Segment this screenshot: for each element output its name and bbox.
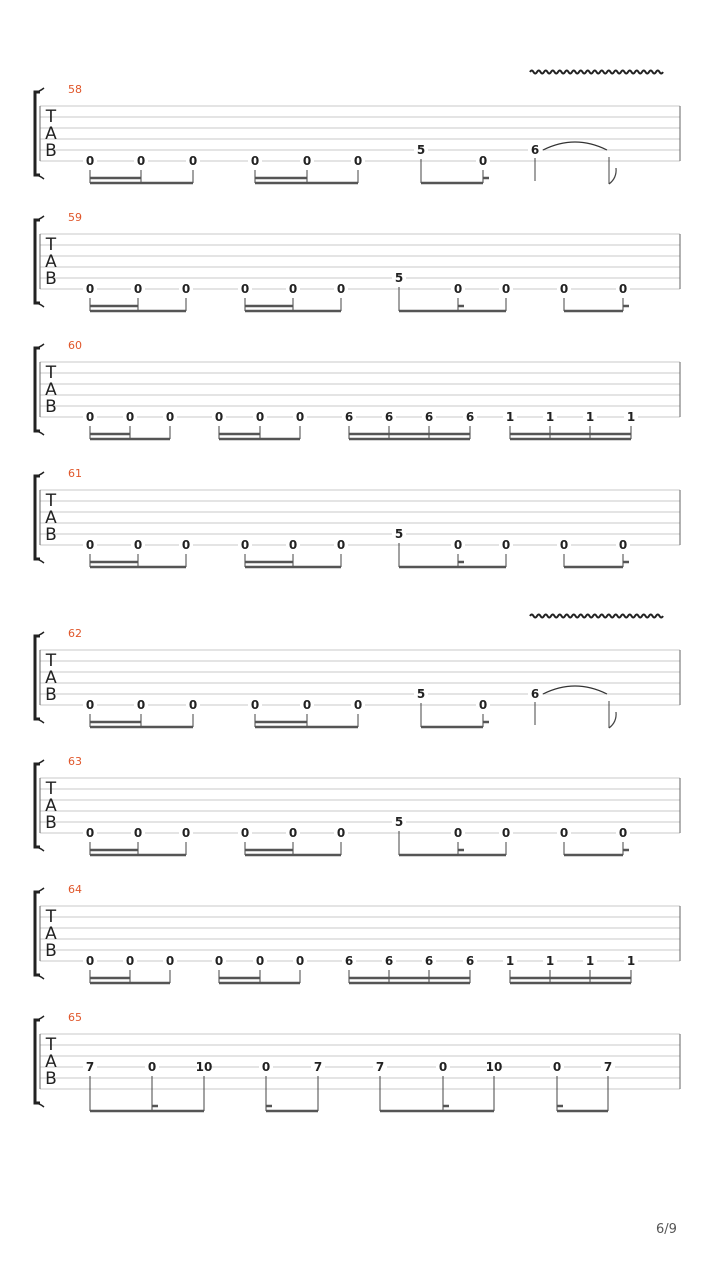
tab-clef-letter: A (45, 252, 57, 272)
fret-number: 0 (240, 538, 250, 552)
beat-group (528, 686, 616, 728)
tab-clef-letter: A (45, 124, 57, 144)
fret-number: 0 (453, 826, 463, 840)
fret-number: 0 (295, 954, 305, 968)
beat-group (83, 282, 193, 311)
bracket-hook-top (35, 632, 44, 636)
fret-number: 5 (394, 815, 404, 829)
fret-number: 0 (85, 698, 95, 712)
fret-number: 10 (195, 1060, 213, 1074)
fret-number: 0 (353, 154, 363, 168)
fret-number: 0 (478, 698, 488, 712)
measure-number: 60 (68, 339, 82, 352)
bracket-hook-top (35, 472, 44, 476)
tab-clef-letter: T (45, 235, 57, 255)
bracket-hook-bottom (35, 559, 44, 563)
beat-group (83, 826, 193, 855)
fret-number: 0 (214, 410, 224, 424)
fret-number: 0 (85, 410, 95, 424)
fret-number: 0 (336, 282, 346, 296)
tie-arc (543, 142, 607, 150)
fret-number: 5 (394, 527, 404, 541)
fret-number: 0 (559, 282, 569, 296)
fret-number: 1 (626, 410, 636, 424)
fret-number: 0 (188, 698, 198, 712)
fret-number: 0 (125, 410, 135, 424)
fret-number: 0 (618, 282, 628, 296)
measure-number: 61 (68, 467, 82, 480)
fret-number: 0 (618, 826, 628, 840)
fret-number: 1 (505, 954, 515, 968)
fret-number: 0 (288, 826, 298, 840)
fret-number: 1 (585, 410, 595, 424)
bracket-hook-top (35, 88, 44, 92)
tab-clef-letter: A (45, 668, 57, 688)
bracket-hook-top (35, 1016, 44, 1020)
beat-group (83, 410, 177, 439)
fret-number: 0 (136, 698, 146, 712)
fret-number: 0 (353, 698, 363, 712)
fret-number: 7 (375, 1060, 385, 1074)
system-bracket (35, 220, 40, 303)
bracket-hook-bottom (35, 303, 44, 307)
beat-group (238, 538, 348, 567)
tab-clef-letter: B (45, 141, 57, 161)
fret-number: 0 (133, 282, 143, 296)
beat-group (212, 954, 307, 983)
bracket-hook-top (35, 760, 44, 764)
tab-clef-letter: T (45, 107, 57, 127)
fret-number: 7 (313, 1060, 323, 1074)
fret-number: 6 (465, 410, 475, 424)
beat-group (83, 698, 200, 727)
beat-group (528, 142, 616, 184)
fret-number: 1 (545, 410, 555, 424)
tab-clef-letter: T (45, 779, 57, 799)
beat-group (248, 154, 365, 183)
beat-group (342, 410, 477, 439)
fret-number: 1 (585, 954, 595, 968)
fret-number: 5 (394, 271, 404, 285)
fret-number: 6 (384, 410, 394, 424)
fret-number: 0 (85, 282, 95, 296)
fret-number: 0 (261, 1060, 271, 1074)
tab-clef-letter: B (45, 941, 57, 961)
fret-number: 6 (344, 410, 354, 424)
fret-number: 0 (552, 1060, 562, 1074)
fret-number: 0 (255, 954, 265, 968)
fret-number: 0 (181, 538, 191, 552)
beat-group (83, 538, 193, 567)
fret-number: 0 (559, 538, 569, 552)
fret-number: 6 (465, 954, 475, 968)
beat-group (238, 826, 348, 855)
bracket-hook-top (35, 888, 44, 892)
measure-number: 64 (68, 883, 82, 896)
measure-number: 59 (68, 211, 82, 224)
fret-number: 0 (478, 154, 488, 168)
tab-clef-letter: B (45, 1069, 57, 1089)
measure-number: 62 (68, 627, 82, 640)
bracket-hook-top (35, 216, 44, 220)
tab-clef-letter: T (45, 1035, 57, 1055)
tie-arc (543, 686, 607, 694)
fret-number: 6 (344, 954, 354, 968)
fret-number: 6 (384, 954, 394, 968)
fret-number: 0 (453, 282, 463, 296)
fret-number: 0 (501, 538, 511, 552)
tab-system (35, 339, 680, 439)
beat-group (392, 527, 513, 567)
bracket-hook-bottom (35, 975, 44, 979)
tab-clef-letter: B (45, 397, 57, 417)
fret-number: 1 (505, 410, 515, 424)
beat-group (248, 698, 365, 727)
system-bracket (35, 348, 40, 431)
fret-number: 0 (85, 154, 95, 168)
fret-number: 0 (438, 1060, 448, 1074)
tab-clef-letter: A (45, 796, 57, 816)
measure-number: 63 (68, 755, 82, 768)
note-flag (609, 712, 616, 728)
tab-system (35, 755, 680, 855)
fret-number: 0 (295, 410, 305, 424)
fret-number: 6 (424, 410, 434, 424)
tab-clef-letter: B (45, 685, 57, 705)
fret-number: 5 (416, 687, 426, 701)
beat-group (557, 826, 630, 855)
fret-number: 0 (125, 954, 135, 968)
system-bracket (35, 92, 40, 175)
beat-group (414, 143, 490, 183)
fret-number: 0 (501, 826, 511, 840)
tab-clef-letter: T (45, 651, 57, 671)
fret-number: 0 (288, 538, 298, 552)
beat-group (212, 410, 307, 439)
page-number: 6/9 (656, 1222, 677, 1237)
system-bracket (35, 636, 40, 719)
tab-system (35, 71, 680, 185)
tab-system (35, 1011, 680, 1111)
tab-clef-letter: B (45, 525, 57, 545)
fret-number: 0 (240, 826, 250, 840)
tab-clef-letter: A (45, 508, 57, 528)
fret-number: 0 (85, 538, 95, 552)
tab-clef-letter: A (45, 380, 57, 400)
fret-number: 0 (302, 154, 312, 168)
bracket-hook-bottom (35, 431, 44, 435)
tab-clef-letter: A (45, 1052, 57, 1072)
fret-number: 0 (133, 826, 143, 840)
bracket-hook-bottom (35, 847, 44, 851)
fret-number: 0 (618, 538, 628, 552)
fret-number: 0 (214, 954, 224, 968)
system-bracket (35, 764, 40, 847)
tab-clef-letter: B (45, 269, 57, 289)
fret-number: 6 (424, 954, 434, 968)
fret-number: 0 (147, 1060, 157, 1074)
tab-clef-letter: B (45, 813, 57, 833)
fret-number: 0 (85, 826, 95, 840)
fret-number: 0 (181, 282, 191, 296)
fret-number: 0 (255, 410, 265, 424)
fret-number: 6 (530, 687, 540, 701)
fret-number: 7 (85, 1060, 95, 1074)
beat-group (392, 815, 513, 855)
system-bracket (35, 892, 40, 975)
beat-group (83, 154, 200, 183)
fret-number: 6 (530, 143, 540, 157)
fret-number: 0 (501, 282, 511, 296)
fret-number: 0 (288, 282, 298, 296)
system-bracket (35, 476, 40, 559)
fret-number: 0 (181, 826, 191, 840)
beat-group (373, 1060, 502, 1111)
fret-number: 5 (416, 143, 426, 157)
fret-number: 1 (626, 954, 636, 968)
note-flag (609, 168, 616, 184)
tab-clef-letter: T (45, 907, 57, 927)
tab-system (35, 211, 680, 311)
fret-number: 0 (165, 410, 175, 424)
tab-system (35, 467, 680, 567)
fret-number: 0 (336, 826, 346, 840)
beat-group (550, 1060, 615, 1111)
fret-number: 0 (250, 698, 260, 712)
tab-clef-letter: T (45, 363, 57, 383)
fret-number: 0 (188, 154, 198, 168)
tab-clef-letter: A (45, 924, 57, 944)
measure-number: 58 (68, 83, 82, 96)
beat-group (503, 954, 638, 983)
fret-number: 0 (165, 954, 175, 968)
beat-group (414, 687, 490, 727)
tab-system (35, 615, 680, 729)
bracket-hook-bottom (35, 1103, 44, 1107)
fret-number: 0 (302, 698, 312, 712)
fret-number: 0 (336, 538, 346, 552)
beat-group (83, 1060, 212, 1111)
tab-clef-letter: T (45, 491, 57, 511)
beat-group (557, 282, 630, 311)
fret-number: 0 (85, 954, 95, 968)
fret-number: 7 (603, 1060, 613, 1074)
bracket-hook-bottom (35, 719, 44, 723)
fret-number: 10 (485, 1060, 503, 1074)
bracket-hook-bottom (35, 175, 44, 179)
measure-number: 65 (68, 1011, 82, 1024)
fret-number: 0 (133, 538, 143, 552)
vibrato-mark (530, 615, 663, 618)
fret-number: 0 (250, 154, 260, 168)
tab-system (35, 883, 680, 983)
bracket-hook-top (35, 344, 44, 348)
beat-group (342, 954, 477, 983)
beat-group (392, 271, 513, 311)
beat-group (238, 282, 348, 311)
fret-number: 0 (559, 826, 569, 840)
fret-number: 0 (453, 538, 463, 552)
fret-number: 1 (545, 954, 555, 968)
fret-number: 0 (136, 154, 146, 168)
beat-group (83, 954, 177, 983)
fret-number: 0 (240, 282, 250, 296)
vibrato-mark (530, 71, 663, 74)
beat-group (259, 1060, 325, 1111)
system-bracket (35, 1020, 40, 1103)
beat-group (557, 538, 630, 567)
beat-group (503, 410, 638, 439)
